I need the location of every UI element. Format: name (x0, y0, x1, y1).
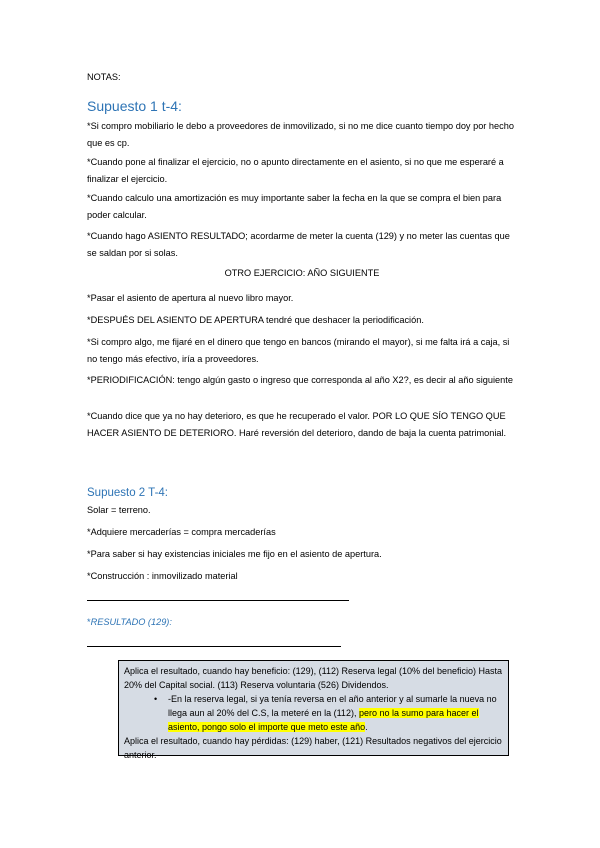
asterisk: * (87, 617, 91, 627)
note-paragraph: *Si compro algo, me fijaré en el dinero que tengo en bancos (mirando el mayor), si me falta irá a caja, si no tengo más efectivo, iría a proveedores. (87, 337, 510, 364)
note-paragraph: *Cuando pone al finalizar el ejercicio, no o apunto directamente en el asiento, si no que me esperaré a finalizar el ejercicio. (87, 157, 504, 184)
centered-subheading: OTRO EJERCICIO: AÑO SIGUIENTE (224, 268, 380, 278)
note-paragraph: *Cuando dice que ya no hay deterioro, es que he recuperado el valor. POR LO QUE SÍO TENGO QUE HACER ASIENTO DE DETERIORO. Haré reversión del deterioro, dando de baja la cuenta patrimonial. (87, 411, 507, 438)
note-paragraph: *DESPUÉS DEL ASIENTO DE APERTURA tendré que deshacer la periodificación. (87, 315, 424, 325)
note-paragraph: *Cuando hago ASIENTO RESULTADO; acordarme de meter la cuenta (129) y no meter las cuentas que se saldan por si solas. (87, 231, 510, 258)
note-paragraph: *Para saber si hay existencias iniciales me fijo en el asiento de apertura. (87, 549, 382, 559)
resultado-line (87, 614, 517, 631)
resultado-box (118, 660, 509, 760)
section-title-supuesto-1: Supuesto 1 t-4: (87, 98, 182, 114)
box-bullet-list (124, 692, 503, 734)
box-line-beneficio: Aplica el resultado, cuando hay beneficio: (129), (112) Reserva legal (10% del beneficio) Hasta 20% del Capital social. (113) Reserva voluntaria (526) Dividendos. (124, 666, 503, 690)
note-paragraph: *Cuando calculo una amortización es muy importante saber la fecha en la que se compra el bien para poder calcular. (87, 193, 502, 220)
note-paragraph: *Pasar el asiento de apertura al nuevo libro mayor. (87, 293, 294, 303)
section-title-supuesto-2: Supuesto 2 T-4: (87, 487, 168, 499)
highlighted-text: pero no la sumo para hacer el asiento, pongo solo el importe que meto este año (168, 708, 479, 732)
resultado-label: RESULTADO (129): (90, 617, 172, 627)
notes-heading: NOTAS: (87, 72, 121, 82)
bullet-end: . (365, 722, 368, 732)
box-line-perdidas: Aplica el resultado, cuando hay pérdidas: (129) haber, (121) Resultados negativos del ejercicio anterior. (124, 736, 502, 760)
box-bullet-item (168, 692, 503, 734)
note-paragraph: *Si compro mobiliario le debo a proveedores de inmovilizado, si no me dice cuanto tiempo doy por hecho que es cp. (87, 121, 514, 148)
note-paragraph: *Adquiere mercaderías = compra mercaderías (87, 527, 276, 537)
note-paragraph: Solar = terreno. (87, 505, 151, 515)
note-paragraph: *Construcción : inmovilizado material (87, 571, 238, 581)
bullet-text: -En la reserva legal, si ya tenía reversa en el año anterior y al sumarle la nueva no llega aun al 20% del C.S, la meteré en la (112), (168, 694, 497, 718)
divider-line (87, 646, 341, 647)
note-paragraph: *PERIODIFICACIÓN: tengo algún gasto o ingreso que corresponda al año X2?, es decir al año siguiente (87, 375, 513, 385)
divider-line (87, 600, 349, 601)
